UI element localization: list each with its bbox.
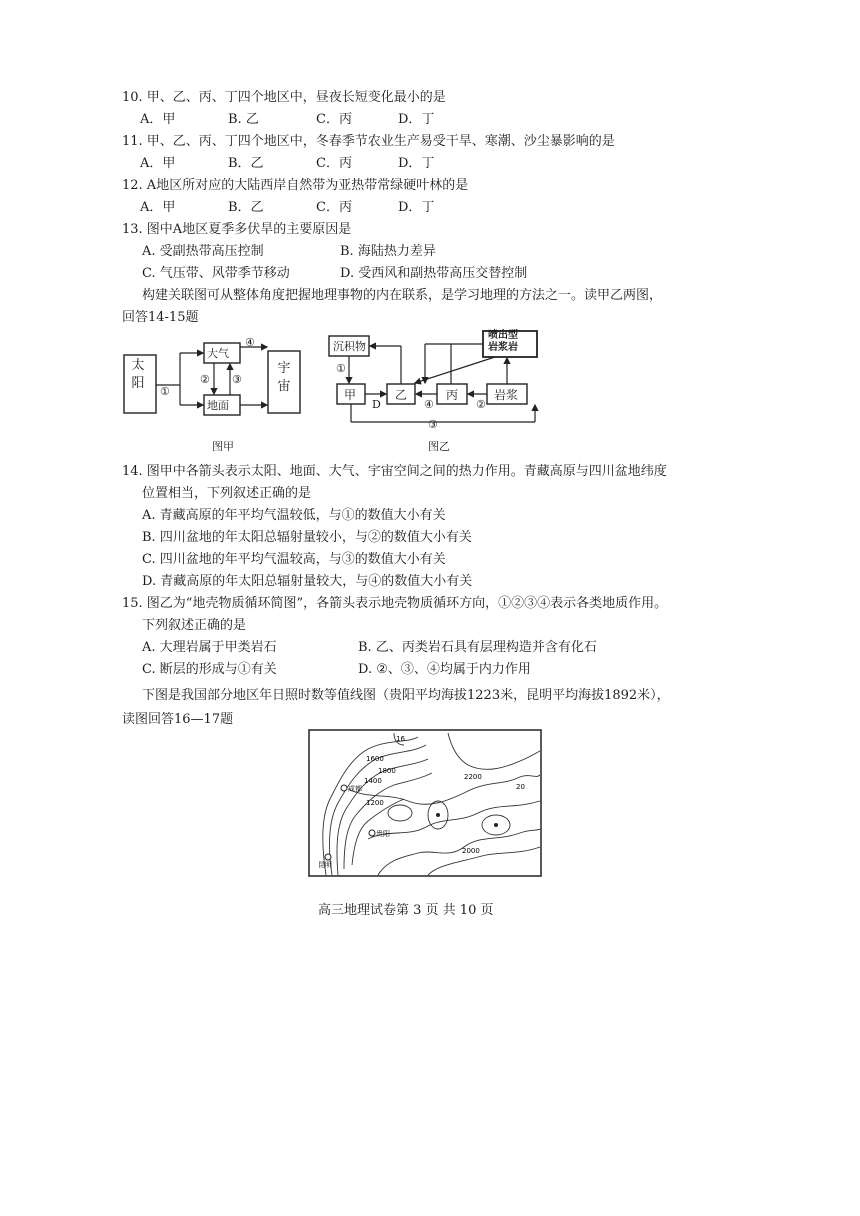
question-14-stem-line1: 14. 图甲中各箭头表示太阳、地面、大气、宇宙空间之间的热力作用。青藏高原与四川盆地纬度 (122, 464, 667, 479)
question-12-stem: 12. A地区所对应的大陆西岸自然带为亚热带常绿硬叶林的是 (122, 178, 469, 193)
kunming-marker (325, 854, 331, 860)
question-14-stem-line2: 位置相当，下列叙述正确的是 (142, 486, 312, 501)
q10-option-d: D．丁 (398, 112, 435, 127)
q14-option-a: A. 青藏高原的年平均气温较低，与①的数值大小有关 (142, 508, 446, 523)
sediment-label: 沉积物 (333, 340, 366, 353)
question-11-stem: 11. 甲、乙、丙、丁四个地区中，冬春季节农业生产易受干旱、寒潮、沙尘暴影响的是 (122, 134, 615, 149)
intro-14-15-line2: 回答14-15题 (122, 310, 199, 325)
q14-option-c: C. 四川盆地的年平均气温较高，与③的数值大小有关 (142, 552, 446, 567)
ground-label: 地面 (207, 399, 229, 412)
yi-marker-d: D (372, 398, 381, 411)
guiyang-marker (369, 830, 375, 836)
question-15-stem-line2: 下列叙述正确的是 (142, 618, 247, 633)
universe-label: 宇 宙 (277, 361, 291, 394)
figure-jia-caption: 图甲 (212, 440, 234, 453)
magma-label: 岩浆 (494, 388, 519, 402)
q10-option-b: B. 乙 (228, 112, 259, 127)
q12-option-c: C．丙 (316, 200, 352, 215)
isoline-label-20: 20 (516, 783, 525, 791)
q11-option-d: D．丁 (398, 156, 435, 171)
chengdu-label: 成都 (348, 785, 362, 793)
yi-marker-3: ③ (428, 418, 438, 431)
intro-14-15-line1: 构建关联图可从整体角度把握地理事物的内在联系，是学习地理的方法之一。读甲乙两图， (142, 288, 663, 303)
jia-marker-4: ④ (245, 336, 255, 349)
isoline-label-2000: 2000 (462, 847, 480, 855)
yi-label: 乙 (395, 388, 408, 402)
figure-yi-caption: 图乙 (428, 440, 450, 453)
intro-16-17-line2: 读图回答16—17题 (122, 712, 234, 727)
q12-option-b: B．乙 (228, 200, 264, 215)
bing-label: 丙 (446, 388, 459, 402)
jia-marker-3: ③ (232, 373, 242, 386)
jia-marker-1: ① (160, 385, 170, 398)
q13-option-b: B. 海陆热力差异 (340, 244, 436, 259)
q12-option-a: A．甲 (140, 200, 176, 215)
intro-16-17-line1: 下图是我国部分地区年日照时数等值线图（贵阳平均海拔1223米，昆明平均海拔1892米）， (142, 688, 670, 703)
q13-option-c: C. 气压带、风带季节移动 (142, 266, 290, 281)
q15-option-a: A. 大理岩属于甲类岩石 (142, 640, 277, 655)
point-marker (436, 813, 440, 817)
isoline-label-1400: 1400 (364, 777, 382, 785)
isoline-label-16: 16 (396, 735, 405, 743)
q15-option-c: C. 断层的形成与①有关 (142, 662, 277, 677)
yi-marker-1: ① (336, 362, 346, 375)
yi-marker-2: ② (476, 398, 486, 411)
kunming-label: 昆明 (318, 861, 332, 869)
q11-option-c: C．丙 (316, 156, 352, 171)
point-marker (494, 823, 498, 827)
q14-option-d: D. 青藏高原的年太阳总辐射量较大，与④的数值大小有关 (142, 574, 473, 589)
q13-option-d: D. 受西风和副热带高压交替控制 (340, 266, 528, 281)
isoline-label-1800: 1800 (378, 767, 396, 775)
q13-option-a: A. 受副热带高压控制 (142, 244, 264, 259)
q14-option-b: B. 四川盆地的年太阳总辐射量较小，与②的数值大小有关 (142, 530, 472, 545)
q11-option-a: A．甲 (140, 156, 176, 171)
isoline-label-1600: 1600 (366, 755, 384, 763)
guiyang-label: 贵阳 (376, 830, 390, 838)
q10-option-a: A．甲 (140, 112, 176, 127)
question-15-stem-line1: 15. 图乙为“地壳物质循环简图”，各箭头表示地壳物质循环方向，①②③④表示各类地质作用。 (122, 596, 668, 611)
atmosphere-label: 大气 (207, 347, 229, 360)
yi-marker-4: ④ (424, 398, 434, 411)
q10-option-c: C．丙 (316, 112, 352, 127)
q15-option-d: D. ②、③、④均属于内力作用 (358, 662, 531, 677)
sunshine-isoline-map (308, 729, 542, 877)
isoline-label-2200: 2200 (464, 773, 482, 781)
jia-label: 甲 (344, 388, 357, 402)
q12-option-d: D．丁 (398, 200, 435, 215)
q11-option-b: B．乙 (228, 156, 264, 171)
question-13-stem: 13. 图中A地区夏季多伏旱的主要原因是 (122, 222, 352, 237)
question-10-stem: 10. 甲、乙、丙、丁四个地区中，昼夜长短变化最小的是 (122, 90, 446, 105)
sun-label: 太 阳 (131, 358, 145, 391)
chengdu-marker (341, 785, 347, 791)
q15-option-b: B. 乙、丙类岩石具有层理构造并含有化石 (358, 640, 597, 655)
jia-marker-2: ② (200, 373, 210, 386)
isoline-label-1200: 1200 (366, 799, 384, 807)
page-footer: 高三地理试卷第 3 页 共 10 页 (318, 903, 494, 918)
extrusive-rock-label: 喷出型 岩浆岩 (488, 330, 518, 353)
